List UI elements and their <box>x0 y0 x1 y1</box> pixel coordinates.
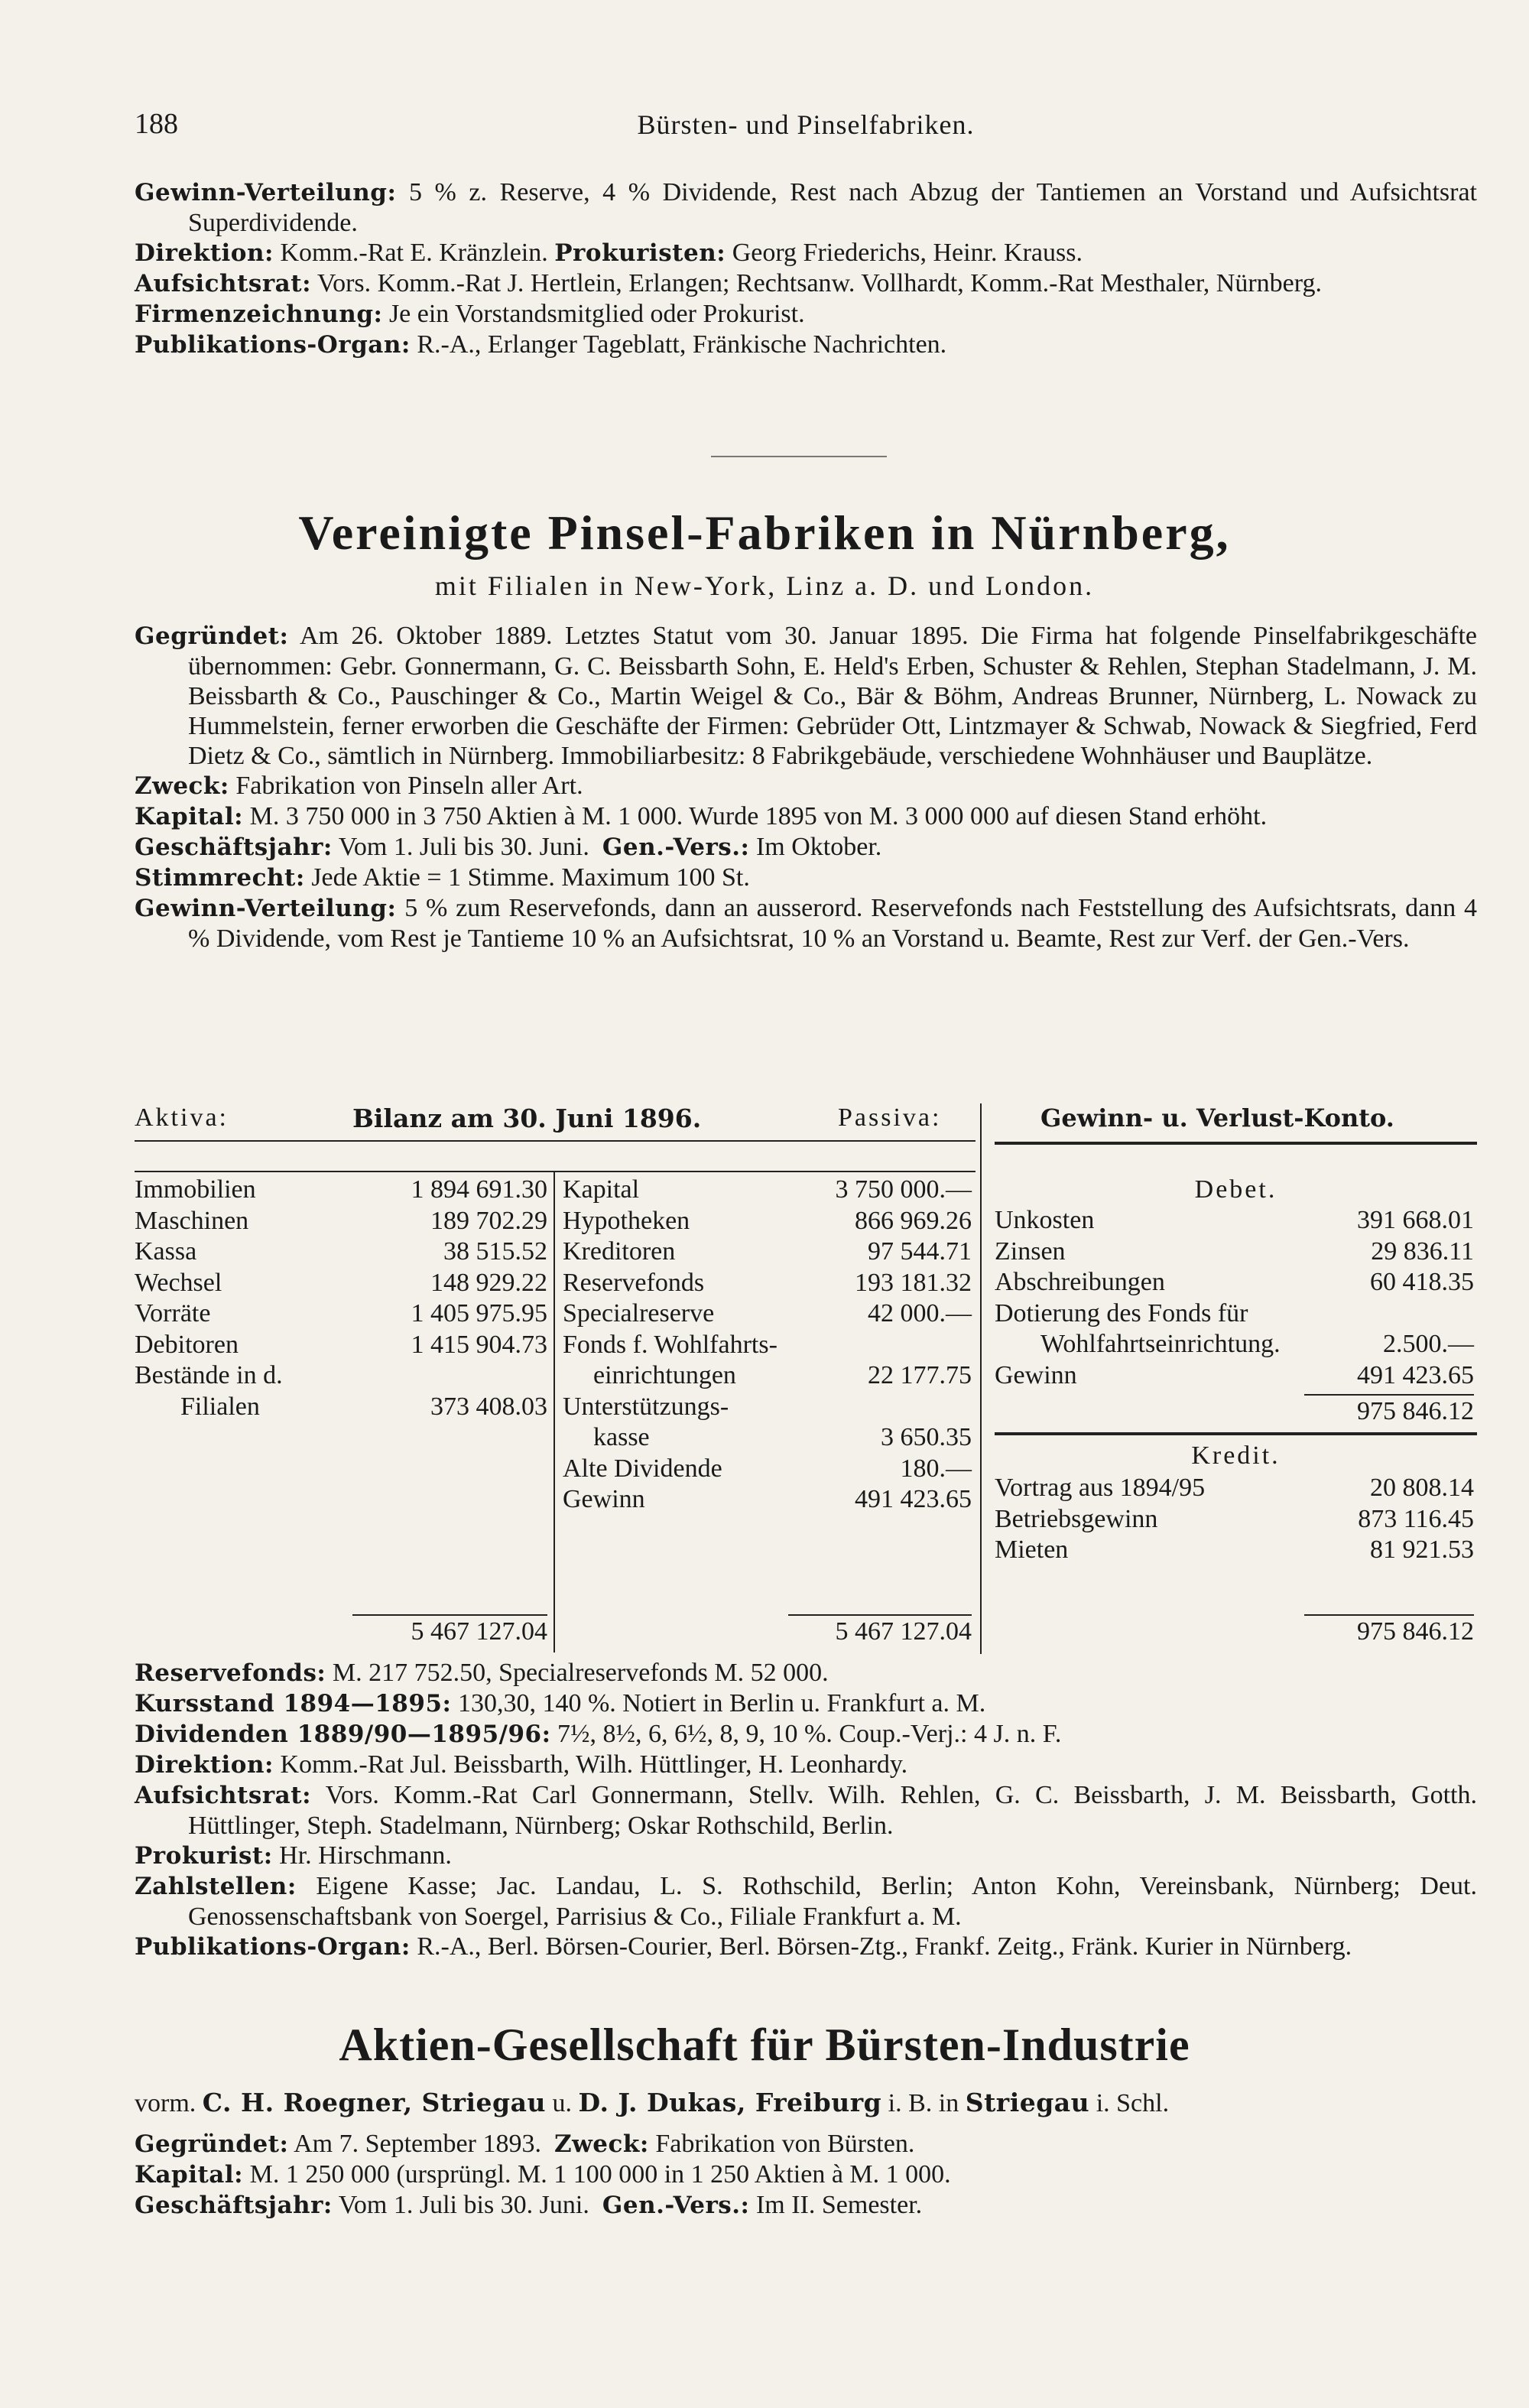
sub-firm: C. H. Roegner, Striegau <box>202 2088 546 2117</box>
passiva-value: 3 650.35 <box>881 1423 972 1451</box>
kredit-label: Betriebsgewinn <box>995 1504 1158 1533</box>
c2-kapital <box>135 2159 1477 2190</box>
direktion <box>135 1750 1477 1780</box>
prev-publikations-organ <box>135 330 1477 360</box>
aktiva-value: 1 415 904.73 <box>411 1330 547 1359</box>
rule <box>1304 1614 1474 1616</box>
debet-label: Dotierung des Fonds für <box>995 1298 1248 1327</box>
passiva-value: 180.— <box>900 1454 972 1483</box>
text: Fabrikation von Pinseln aller Art. <box>235 772 583 800</box>
bilanz-title: Bilanz am 30. Juni 1896. <box>352 1103 702 1133</box>
text: Im II. Semester. <box>755 2191 923 2219</box>
text: Vors. Komm.-Rat Carl Gonnermann, Stellv. Wilh. Rehlen, G. C. Beissbarth, J. M. Beissbarth, Gotth. Hüttlinger, Steph. Stadelmann, Nürnberg; Oskar Rothschild, Berlin. <box>188 1781 1477 1840</box>
text: R.-A., Berl. Börsen-Courier, Berl. Börsen-Ztg., Frankf. Zeitg., Fränk. Kurier in Nürnberg. <box>417 1932 1352 1961</box>
reservefonds <box>135 1658 1477 1688</box>
aktiva-label: Filialen <box>180 1392 260 1421</box>
aktiva-label: Maschinen <box>135 1206 249 1235</box>
label: Gewinn-Verteilung: <box>135 895 397 922</box>
text: M. 217 752.50, Specialreservefonds M. 52 000. <box>332 1659 829 1687</box>
zweck <box>135 771 1477 801</box>
text: 7½, 8½, 6, 6½, 8, 9, 10 %. Coup.-Verj.: 4 J. n. F. <box>557 1720 1062 1748</box>
aktiva-value: 373 408.03 <box>430 1392 547 1421</box>
kredit-value: 81 921.53 <box>1370 1535 1474 1564</box>
debet-header: Debet. <box>1194 1175 1277 1204</box>
aktiva-value: 1 894 691.30 <box>411 1175 547 1204</box>
passiva-value: 97 544.71 <box>868 1237 972 1266</box>
publikations-organ <box>135 1932 1477 1962</box>
text: Fabrikation von Bürsten. <box>655 2130 915 2158</box>
page-header <box>135 107 1477 153</box>
label: Direktion: <box>135 1751 274 1779</box>
text: M. 3 750 000 in 3 750 Aktien à M. 1 000. Wurde 1895 von M. 3 000 000 auf diesen Stand erhöht. <box>249 802 1268 830</box>
company-details <box>135 621 1477 954</box>
label: Reservefonds: <box>135 1659 326 1687</box>
page-number: 188 <box>135 108 178 140</box>
sub-text: i. B. in <box>888 2089 959 2117</box>
label: Zweck: <box>553 2130 649 2158</box>
passiva-value: 866 969.26 <box>855 1206 972 1235</box>
label: Gewinn-Verteilung: <box>135 179 397 206</box>
rule <box>995 1142 1477 1145</box>
text: Komm.-Rat Jul. Beissbarth, Wilh. Hüttlinger, H. Leonhardy. <box>280 1750 908 1779</box>
label: Prokuristen: <box>554 239 726 267</box>
kredit-label: Mieten <box>995 1535 1069 1564</box>
debet-label: Unkosten <box>995 1206 1095 1234</box>
aktiva-value: 1 405 975.95 <box>411 1299 547 1327</box>
rule <box>1304 1394 1474 1396</box>
debet-value: 2.500.— <box>1383 1330 1474 1358</box>
label: Gegründet: <box>135 2130 289 2158</box>
label: Gegründet: <box>135 622 289 650</box>
prev-gewinn-verteilung <box>135 177 1477 238</box>
company2-details <box>135 2129 1477 2221</box>
passiva-label: kasse <box>593 1423 650 1451</box>
passiva-value: 42 000.— <box>868 1299 972 1327</box>
section-divider <box>711 456 887 457</box>
rule <box>553 1171 555 1652</box>
text: Jede Aktie = 1 Stimme. Maximum 100 St. <box>311 863 750 892</box>
sub-firm: D. J. Dukas, Freiburg <box>578 2088 882 2117</box>
label: Firmenzeichnung: <box>135 301 383 328</box>
aktiva-label: Wechsel <box>135 1268 222 1297</box>
aktiva-label: Debitoren <box>135 1330 239 1359</box>
text: 130,30, 140 %. Notiert in Berlin u. Frankfurt a. M. <box>457 1689 986 1717</box>
passiva-label: Gewinn <box>563 1485 645 1513</box>
text: Eigene Kasse; Jac. Landau, L. S. Rothschild, Berlin; Anton Kohn, Vereinsbank, Nürnberg; Deut. Genossenschaftsbank von Soergel, Parrisius & Co., Filiale Frankfurt a. M. <box>188 1872 1478 1931</box>
aktiva-value: 38 515.52 <box>443 1237 547 1266</box>
sub-text: i. Schl. <box>1096 2089 1170 2117</box>
kredit-label: Vortrag aus 1894/95 <box>995 1474 1206 1502</box>
text: 5 % zum Reservefonds, dann an ausserord. Reservefonds nach Feststellung des Aufsichtsrats, dann 4 % Dividende, vom Rest je Tantieme 10 % an Aufsichtsrat, 10 % an Vorstand u. Beamte, Rest zur Verf. der Gen.-Vers. <box>188 894 1478 953</box>
balance-sheet <box>135 1103 1477 1654</box>
kredit-value: 873 116.45 <box>1358 1504 1474 1533</box>
company-title: Vereinigte Pinsel-Fabriken in Nürnberg, <box>298 505 1231 560</box>
company2-subtitle <box>135 2088 1477 2118</box>
passiva-label: Kapital <box>563 1175 640 1204</box>
rule <box>788 1614 972 1616</box>
gegruendet <box>135 621 1477 771</box>
debet-value: 391 668.01 <box>1357 1206 1474 1234</box>
label: Prokurist: <box>135 1842 273 1870</box>
text: Am 26. Oktober 1889. Letztes Statut vom 30. Januar 1895. Die Firma hat folgende Pinselfabrikgeschäfte übernommen: Gebr. Gonnermann, G. C. Beissbarth Sohn, E. Held's Erben, Schuster & Rehlen, Stephan Stadelmann, J. M. Beissbarth & Co., Pauschinger & Co., Martin Weigel & Co., Bär & Böhm, Andreas Brunner, Nürnberg, L. Nowack zu Hummelstein, ferner erworben die Geschäfte der Firmen: Gebrüder Ott, Lintzmayer & Schwab, Nowack & Siegfried, Ferd Dietz & Co., sämtlich in Nürnberg. Immobiliarbesitz: 8 Fabrikgebäude, verschiedene Wohnhäuser und Bauplätze. <box>188 622 1477 770</box>
label: Gen.-Vers.: <box>602 834 750 861</box>
dividenden <box>135 1719 1477 1750</box>
text: Je ein Vorstandsmitglied oder Prokurist. <box>388 300 805 328</box>
label: Geschäftsjahr: <box>135 2192 333 2219</box>
rule <box>135 1171 976 1172</box>
label: Zweck: <box>135 772 229 800</box>
debet-value: 491 423.65 <box>1357 1360 1474 1389</box>
aktiva-value: 189 702.29 <box>430 1206 547 1235</box>
kredit-total: 975 846.12 <box>1357 1617 1474 1646</box>
running-title: Bürsten- und Pinselfabriken. <box>637 109 975 140</box>
text: R.-A., Erlanger Tageblatt, Fränkische Nachrichten. <box>417 330 947 359</box>
debet-label: Wohlfahrtseinrichtung. <box>1040 1330 1281 1358</box>
debet-total: 975 846.12 <box>1357 1397 1474 1425</box>
passiva-label: Unterstützungs- <box>563 1392 729 1421</box>
aktiva-value: 148 929.22 <box>430 1268 547 1297</box>
text: Vom 1. Juli bis 30. Juni. <box>338 2191 589 2219</box>
sub-text: vorm. <box>135 2089 196 2117</box>
aktiva-label: Bestände in d. <box>135 1361 283 1389</box>
sub-place: Striegau <box>965 2088 1090 2117</box>
text: Georg Friederichs, Heinr. Krauss. <box>732 239 1083 267</box>
label: Stimmrecht: <box>135 864 305 892</box>
passiva-label: Reservefonds <box>563 1268 705 1297</box>
passiva-label: einrichtungen <box>593 1361 736 1389</box>
c2-geschaeftsjahr <box>135 2190 1477 2221</box>
text: Hr. Hirschmann. <box>279 1841 452 1870</box>
company-subtitle: mit Filialen in New-York, Linz a. D. und London. <box>434 570 1095 601</box>
zahlstellen <box>135 1871 1477 1932</box>
kursstand <box>135 1688 1477 1719</box>
rule <box>995 1432 1477 1435</box>
passiva-label: Hypotheken <box>563 1206 690 1235</box>
aktiva-label: Vorräte <box>135 1299 211 1327</box>
label: Direktion: <box>135 239 274 267</box>
label: Gen.-Vers.: <box>602 2192 750 2219</box>
company-details-after <box>135 1658 1477 1962</box>
label: Kursstand 1894—1895: <box>135 1690 452 1717</box>
kredit-header: Kredit. <box>1191 1441 1281 1470</box>
label: Aufsichtsrat: <box>135 270 312 297</box>
aktiva-total: 5 467 127.04 <box>411 1617 547 1646</box>
text: Vom 1. Juli bis 30. Juni. <box>338 833 589 861</box>
label: Publikations-Organ: <box>135 331 411 359</box>
debet-label: Gewinn <box>995 1360 1077 1389</box>
passiva-value: 22 177.75 <box>868 1361 972 1389</box>
sub-text: u. <box>552 2089 572 2117</box>
prev-direktion <box>135 238 1477 268</box>
debet-value: 29 836.11 <box>1371 1236 1474 1266</box>
label: Kapital: <box>135 803 244 830</box>
rule <box>980 1103 982 1654</box>
passiva-value: 3 750 000.— <box>835 1175 972 1204</box>
label: Kapital: <box>135 2161 244 2189</box>
label: Aufsichtsrat: <box>135 1782 312 1809</box>
company2-title: Aktien-Gesellschaft für Bürsten-Industrie <box>339 2020 1190 2070</box>
gv-title: Gewinn- u. Verlust-Konto. <box>1040 1103 1394 1133</box>
c2-gegruendet <box>135 2129 1477 2159</box>
passiva-total: 5 467 127.04 <box>835 1617 972 1646</box>
aufsichtsrat <box>135 1780 1477 1841</box>
debet-label: Abschreibungen <box>995 1268 1165 1296</box>
geschaeftsjahr <box>135 832 1477 863</box>
prev-aufsichtsrat <box>135 268 1477 299</box>
aktiva-label: Immobilien <box>135 1175 256 1204</box>
rule <box>352 1614 547 1616</box>
label: Dividenden 1889/90—1895/96: <box>135 1721 551 1748</box>
rule <box>135 1140 976 1142</box>
debet-label: Zinsen <box>995 1236 1066 1266</box>
label: Geschäftsjahr: <box>135 834 333 861</box>
text: 5 % z. Reserve, 4 % Dividende, Rest nach Abzug der Tantiemen an Vorstand und Aufsichtsrat Superdividende. <box>188 178 1477 237</box>
text: Vors. Komm.-Rat J. Hertlein, Erlangen; Rechtsanw. Vollhardt, Komm.-Rat Mesthaler, Nürnberg. <box>317 269 1322 297</box>
aktiva-header: Aktiva: <box>135 1103 229 1132</box>
prev-firmenzeichnung <box>135 299 1477 330</box>
debet-value: 60 418.35 <box>1370 1268 1474 1296</box>
text: Komm.-Rat E. Kränzlein. <box>280 239 548 267</box>
passiva-value: 193 181.32 <box>855 1268 972 1297</box>
text: M. 1 250 000 (ursprüngl. M. 1 100 000 in 1 250 Aktien à M. 1 000. <box>249 2160 951 2189</box>
passiva-header: Passiva: <box>838 1103 942 1132</box>
kredit-value: 20 808.14 <box>1370 1474 1474 1502</box>
aktiva-label: Kassa <box>135 1237 197 1266</box>
text: Am 7. September 1893. <box>294 2130 541 2158</box>
gewinn-verteilung <box>135 893 1477 954</box>
passiva-label: Alte Dividende <box>563 1454 722 1483</box>
previous-company-section <box>135 177 1477 360</box>
label: Publikations-Organ: <box>135 1933 411 1961</box>
text: Im Oktober. <box>755 833 882 861</box>
passiva-label: Kreditoren <box>563 1237 676 1266</box>
stimmrecht <box>135 863 1477 893</box>
passiva-label: Fonds f. Wohlfahrts- <box>563 1330 777 1359</box>
passiva-value: 491 423.65 <box>855 1485 972 1513</box>
prokurist <box>135 1841 1477 1871</box>
passiva-label: Specialreserve <box>563 1299 715 1327</box>
kapital <box>135 801 1477 832</box>
label: Zahlstellen: <box>135 1873 297 1900</box>
